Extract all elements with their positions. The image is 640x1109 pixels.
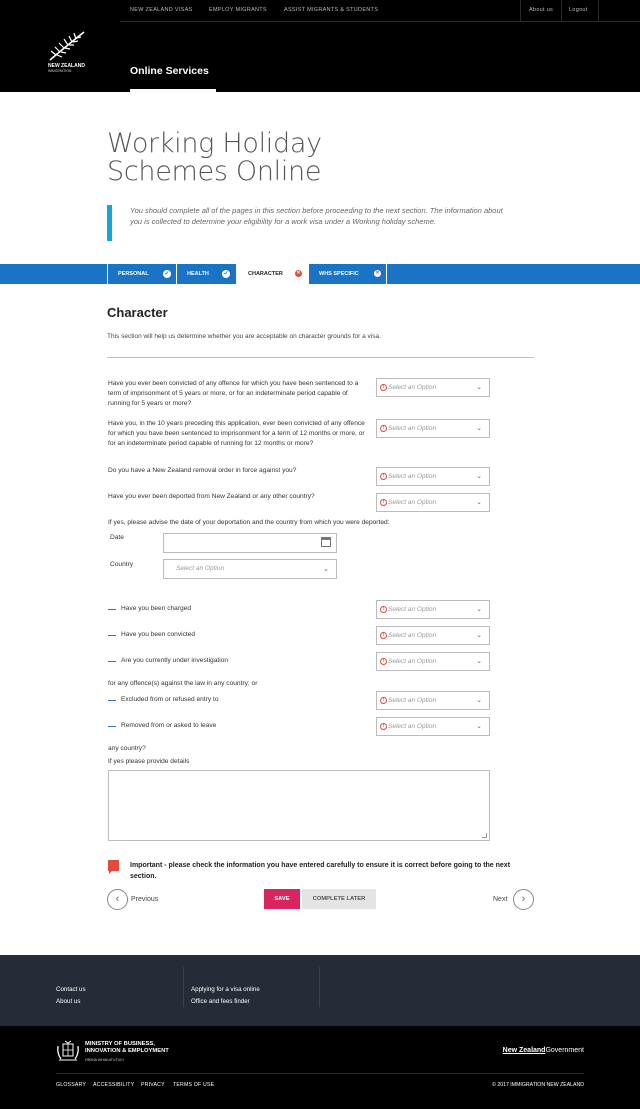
top-navigation	[120, 0, 640, 22]
warning-icon: !	[380, 723, 387, 730]
select-placeholder: Select an Option	[388, 723, 437, 730]
dash-marker	[108, 609, 116, 610]
page-title-line: Schemes Online	[107, 156, 322, 187]
active-tab-underline	[130, 89, 216, 92]
footer-applying-online[interactable]: Applying for a visa online	[191, 986, 260, 993]
online-services-tab[interactable]: Online Services	[130, 65, 209, 77]
select-charged[interactable]	[376, 600, 490, 619]
question-deported: Have you ever been deported from New Zealand or any other country?	[108, 493, 315, 500]
error-icon: ✕	[375, 270, 380, 276]
footer-terms-link[interactable]: TERMS OF USE	[173, 1082, 215, 1088]
footer-divider	[183, 967, 184, 1007]
chevron-down-icon: ⌄	[476, 473, 482, 480]
tab-label: PERSONAL	[118, 271, 149, 277]
error-icon: ✕	[296, 270, 301, 276]
question-removed: Removed from or asked to leave	[121, 722, 217, 729]
coat-of-arms-icon	[56, 1040, 80, 1062]
question-convicted: Have you been convicted	[121, 631, 196, 638]
dash-marker	[108, 726, 116, 727]
details-textarea[interactable]	[108, 770, 490, 841]
logo-subtext: IMMIGRATION	[48, 69, 72, 73]
footer-contact-us[interactable]: Contact us	[56, 986, 86, 993]
chevron-down-icon: ⌄	[476, 723, 482, 730]
details-label: If yes please provide details	[108, 758, 190, 765]
select-imprisonment-5-years[interactable]	[376, 378, 490, 397]
mbie-line: MINISTRY OF BUSINESS,	[85, 1041, 155, 1047]
deportation-country-select[interactable]	[163, 559, 337, 579]
select-placeholder: Select an Option	[388, 425, 437, 432]
tab-label: CHARACTER	[248, 271, 283, 277]
chevron-down-icon: ⌄	[476, 658, 482, 665]
select-deported[interactable]	[376, 493, 490, 512]
intro-text: You should complete all of the pages in this section before proceeding to the next section. The information about you is collected to determine your eligibility for a work visa under a Working holiday scheme.	[130, 206, 503, 226]
question-charged: Have you been charged	[121, 605, 192, 612]
section-divider	[107, 357, 534, 358]
govt-suffix: Government	[545, 1047, 584, 1054]
select-removed[interactable]	[376, 717, 490, 736]
tab-label: WHS SPECIFIC	[319, 271, 359, 277]
lead-accent-bar	[107, 205, 112, 241]
footer-links	[0, 955, 640, 1026]
date-label: Date	[110, 534, 124, 541]
complete-later-button[interactable]: COMPLETE LATER	[302, 889, 376, 909]
select-placeholder: Select an Option	[388, 606, 437, 613]
warning-icon: !	[380, 697, 387, 704]
country-label: Country	[110, 561, 134, 568]
govt-name: New Zealand	[502, 1047, 546, 1054]
dash-marker	[108, 661, 116, 662]
chevron-down-icon: ⌄	[476, 425, 482, 432]
select-placeholder: Select an Option	[388, 697, 437, 704]
dash-marker	[108, 700, 116, 701]
check-icon: ✓	[223, 271, 229, 277]
warning-icon: !	[380, 632, 387, 639]
deportation-date-input[interactable]	[163, 533, 337, 553]
page-title	[107, 130, 407, 186]
footer-divider	[319, 967, 320, 1007]
any-country-note: any country?	[108, 745, 146, 752]
select-placeholder: Select an Option	[176, 565, 225, 572]
warning-icon: !	[380, 473, 387, 480]
site-header	[0, 0, 640, 92]
tab-label: HEALTH	[187, 271, 209, 277]
save-button[interactable]: SAVE	[264, 889, 300, 909]
dash-marker	[108, 635, 116, 636]
nav-new-zealand-visas[interactable]: NEW ZEALAND VISAS	[130, 7, 193, 13]
footer-bottom	[0, 1026, 640, 1109]
next-arrow-icon[interactable]: ›	[513, 889, 534, 910]
question-imprisonment-5-years: Have you ever been convicted of any offence for which you have been sentenced to a term of imprisonment of 5 years or more, or for an indeterminate period capable of running for 5 years or more?	[108, 380, 359, 407]
chevron-down-icon: ⌄	[476, 499, 482, 506]
question-excluded: Excluded from or refused entry to	[121, 696, 219, 703]
select-excluded[interactable]	[376, 691, 490, 710]
section-description: This section will help us determine whether you are acceptable on character grounds for a visa.	[107, 333, 381, 340]
copyright: © 2017 IMMIGRATION NEW ZEALAND	[492, 1082, 584, 1088]
question-removal-order: Do you have a New Zealand removal order in force against you?	[108, 467, 297, 474]
chevron-down-icon: ⌄	[476, 384, 482, 391]
logo-text: NEW ZEALAND	[48, 63, 85, 69]
flag-icon	[108, 860, 119, 871]
nav-assist-migrants[interactable]: ASSIST MIGRANTS & STUDENTS	[284, 7, 379, 13]
nav-employ-migrants[interactable]: EMPLOY MIGRANTS	[209, 7, 267, 13]
nav-divider	[520, 0, 521, 22]
tab-health[interactable]	[177, 264, 237, 284]
warning-icon: !	[380, 425, 387, 432]
question-investigation: Are you currently under investigation	[121, 657, 229, 664]
nav-about-us[interactable]: About us	[529, 7, 554, 13]
previous-arrow-icon[interactable]: ‹	[107, 889, 128, 910]
footer-accessibility-link[interactable]: ACCESSIBILITY	[93, 1082, 135, 1088]
chevron-down-icon: ⌄	[323, 566, 329, 573]
chevron-down-icon: ⌄	[476, 632, 482, 639]
tab-personal[interactable]	[107, 264, 177, 284]
offence-note: for any offence(s) against the law in any country; or	[108, 680, 258, 687]
footer-office-finder[interactable]: Office and fees finder	[191, 998, 250, 1005]
chevron-down-icon: ⌄	[476, 697, 482, 704]
select-placeholder: Select an Option	[388, 473, 437, 480]
warning-icon: !	[380, 499, 387, 506]
select-placeholder: Select an Option	[388, 658, 437, 665]
tab-whs-specific[interactable]	[308, 264, 387, 284]
chevron-down-icon: ⌄	[476, 606, 482, 613]
mbie-logo-text[interactable]	[85, 1041, 169, 1054]
mbie-line: INNOVATION & EMPLOYMENT	[85, 1047, 169, 1054]
warning-icon: !	[380, 384, 387, 391]
footer-privacy-link[interactable]: PRIVACY	[141, 1082, 165, 1088]
select-convicted[interactable]	[376, 626, 490, 645]
previous-button[interactable]: Previous	[131, 896, 159, 903]
warning-icon: !	[380, 658, 387, 665]
warning-icon: !	[380, 606, 387, 613]
important-notice: Important - please check the information you have entered carefully to ensure it is correct before going to the next section.	[130, 862, 511, 880]
immigration-nz-logo[interactable]	[48, 30, 98, 76]
section-tabs	[0, 264, 640, 284]
silver-fern-icon	[48, 30, 88, 62]
nav-divider	[561, 0, 562, 22]
deportation-note: If yes, please advise the date of your deportation and the country from which you were deported:	[108, 519, 390, 526]
select-placeholder: Select an Option	[388, 632, 437, 639]
section-title: Character	[107, 305, 168, 320]
logout-link[interactable]: Logout	[569, 7, 588, 13]
select-placeholder: Select an Option	[388, 499, 437, 506]
calendar-icon[interactable]	[321, 537, 331, 547]
resize-handle-icon[interactable]	[482, 833, 487, 838]
footer-divider	[56, 1073, 584, 1074]
nz-government-logo[interactable]	[503, 1047, 584, 1054]
select-placeholder: Select an Option	[388, 384, 437, 391]
mbie-subtitle: HĪKINA WHAKATUTUKI	[85, 1058, 124, 1062]
select-removal-order[interactable]	[376, 467, 490, 486]
question-imprisonment-12-months: Have you, in the 10 years preceding this application, ever been convicted of any offence for which you have been sentenced to imprisonment for a term of 12 months or more, or for an indeterminate period capable of running for 12 months or more?	[108, 420, 365, 447]
next-button[interactable]: Next	[493, 896, 508, 903]
select-investigation[interactable]	[376, 652, 490, 671]
footer-about-us[interactable]: About us	[56, 998, 81, 1005]
nav-divider	[598, 0, 599, 22]
select-imprisonment-12-months[interactable]	[376, 419, 490, 438]
footer-glossary-link[interactable]: GLOSSARY	[56, 1082, 87, 1088]
tab-character[interactable]	[237, 264, 308, 284]
check-icon: ✓	[164, 271, 170, 277]
page-title-line: Working Holiday	[107, 128, 322, 159]
